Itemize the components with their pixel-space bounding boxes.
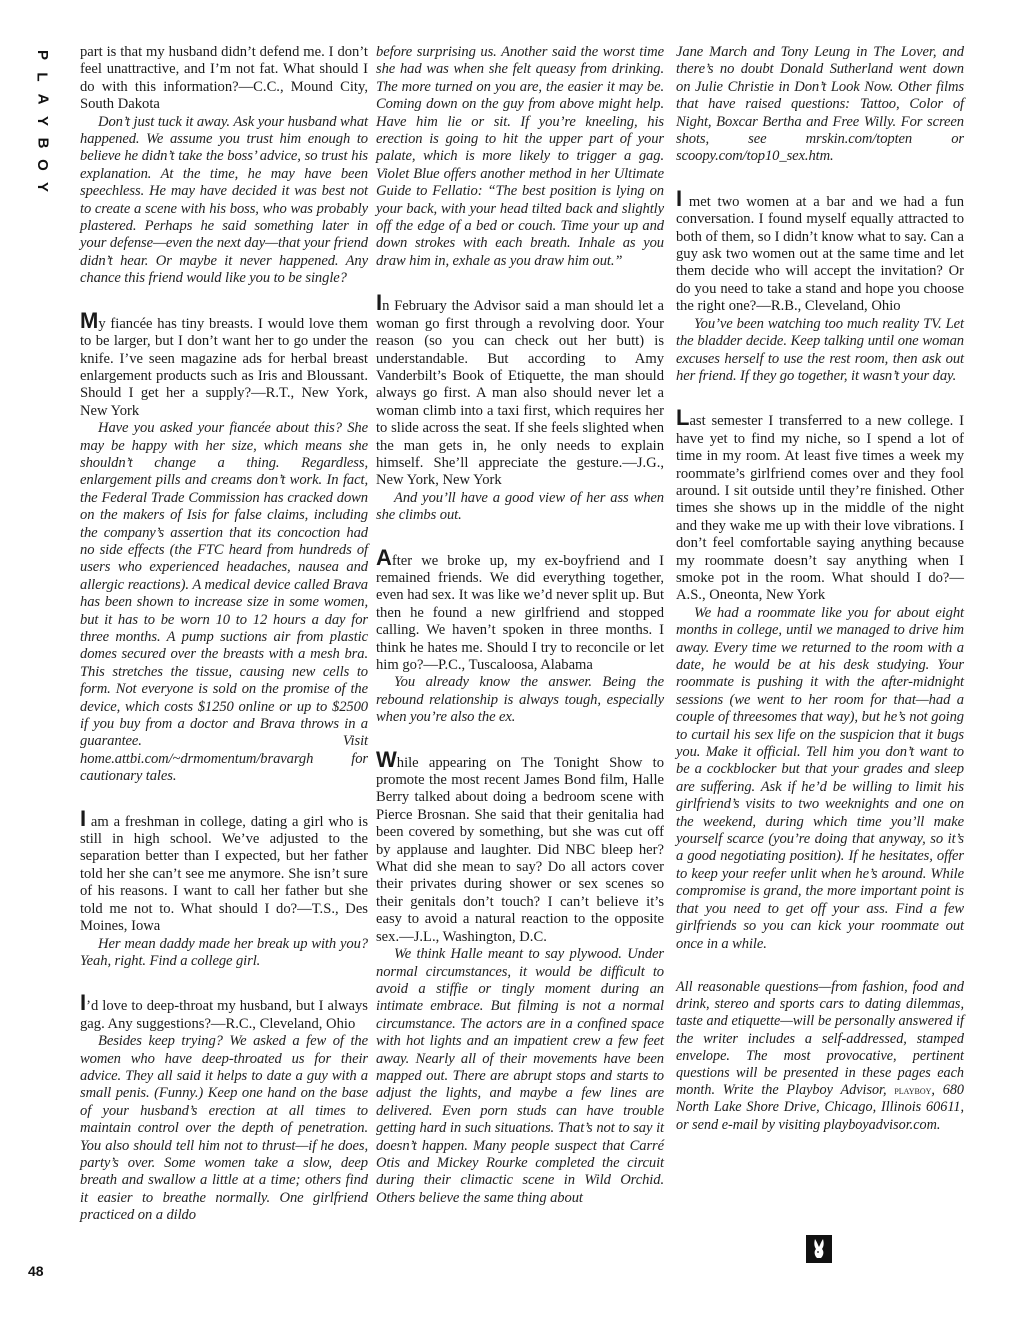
column-1 (80, 44, 368, 1251)
advice-item (80, 44, 368, 288)
advice-item (676, 405, 964, 953)
answer-text: Her mean daddy made her break up with you? Yeah, right. Find a college girl. (80, 935, 368, 969)
advice-item (676, 44, 964, 166)
answer-text: And you’ll have a good view of her ass when she climbs out. (376, 489, 664, 524)
drop-cap: I (80, 805, 87, 831)
advice-item (80, 307, 368, 786)
running-head-letter: A (34, 93, 51, 105)
running-head-letter: O (33, 159, 51, 171)
question (80, 990, 368, 1033)
drop-cap: M (80, 307, 99, 333)
submission-note-text: All reasonable questions—from fashion, food and drink, stereo and sports cars to dating dilemmas, taste and etiquette—will be personally answered if the writer includes a self-addressed, stamped envelope. The most provocative, pertinent questions will be presented in these pages each month. Write the Playboy Advisor, (676, 978, 964, 1099)
running-head (30, 44, 54, 198)
running-head-letter: L (33, 72, 51, 82)
rabbit-head-logo-icon (806, 1235, 832, 1263)
brand-name: playboy (894, 1083, 932, 1098)
answer-text: Jane March and Tony Leung in The Lover, and there’s no doubt Donald Sutherland went down on Julie Christie in Don’t Look Now. Other films that have raised questions: Tattoo, Color of Night, Boxcar Bertha and Free Willy. For screen shots, see mrskin.com/topten or scoopy.com/top10_sex.htm. (676, 44, 964, 165)
question (676, 405, 964, 604)
running-head-letter: B (34, 137, 51, 149)
question-text: met two women at a bar and we had a fun conversation. I found myself equally attracted to both of them, so I didn’t know what to say. Can a guy ask two women out at the same time and let them decide who will accept the invitation? Or do you need to take a stand and hope you choose the right one?—R.B., Cleveland, Ohio (676, 193, 964, 315)
running-head-letter: Y (33, 115, 51, 127)
advice-item (376, 44, 664, 270)
question-text: hile appearing on The Tonight Show to promote the most recent James Bond film, Halle Berry talked about doing a bedroom scene with Pierce Brosnan. She said that their genitalia had been covered by something, but she was cut off by applause and laughter. Did NBC bleep her? What did she mean to say? Do all actors cover their privates during shower or sex scenes so their genitals don’t touch? I can’t believe it’s easy to avoid a natural reaction to the opposite sex.—J.L., Washington, D.C. (376, 754, 664, 945)
question-text: ast semester I transferred to a new college. I have yet to find my niche, so I spend a lot of time in my room. At least five times a week my roommate’s girlfriend comes over and they fool around. I sit outside until they’re finished. Other times she shows up in the middle of the night and they wake me up with their love vibrations. I don’t feel comfortable saying anything because my roommate doesn’t say anything when I smoke pot in the room. What should I do?—A.S., Oneonta, New York (676, 413, 964, 604)
question (376, 290, 664, 489)
question (80, 805, 368, 936)
page-number: 48 (28, 1263, 44, 1279)
drop-cap: I (676, 185, 683, 211)
advice-item (80, 805, 368, 971)
answer-text: We think Halle meant to say plywood. Under normal circumstances, it would be difficult to avoid a stiffie or tingly moment during an intimate embrace. But filming is not a normal circumstance. The actors are in a confined space with hot lights and an impatient crew a few feet away. Nearly all of their movements have been mapped out. There are abrupt stops and starts to adjust the lights, and maybe a few lines are delivered. Even porn studs can have trouble getting hard in such situations. That’s not to say it doesn’t happen. Many people suspect that Carré Otis and Mickey Rourke completed the circuit during their climactic scene in Wild Orchid. Others believe the same thing about (376, 946, 664, 1206)
running-head-letter: P (33, 49, 51, 61)
question (376, 746, 664, 946)
submission-note-text: , 680 North Lake Shore Drive, Chicago, Illinois 60611, or send e-mail by visiting playboyadvisor.com. (676, 1082, 965, 1133)
question (676, 185, 964, 316)
advice-item (376, 290, 664, 524)
answer-text: Besides keep trying? We asked a few of the women who have deep-throated us for their advice. They all said it helps to date a guy with a small penis. (Funny.) Keep one hand on the base of your husband’s erection at all times to maintain control over the depth of penetration. You also should tell him not to thrust—if he does, party’s over. Some women take a slow, deep breath and swallow a little at a time; others find it easier to breathe normally. One girlfriend practiced on a dildo (80, 1033, 368, 1224)
drop-cap: I (80, 990, 87, 1016)
advice-item (676, 185, 964, 385)
column-3 (676, 44, 964, 1134)
answer-text: Have you asked your fiancée about this? She may be happy with her size, which means she shouldn’t change a thing. Regardless, enlargement pills and creams don’t work. In fact, the Federal Trade Commission has cracked down on the makers of Isis for false claims, including the company’s assertion that its concoction had no side effects (the FTC heard from hundreds of users who experienced headaches, nausea and allergic reactions). A medical device called Brava has been shown to increase size in some women, but it has to be worn 10 to 12 hours a day for three months. A pump suctions air from plastic domes secured over the breasts with a mesh bra. This stretches the tissue, causing new cells to form. Not everyone is sold on the promise of the device, which costs $1250 online or up to $2500 if you buy from a doctor and Brava throws in a guarantee. Visit home.attbi.com/~drmomentum/bravargh for cautionary tales. (80, 420, 368, 785)
question (80, 307, 368, 420)
question-text: y fiancée has tiny breasts. I would love them to be larger, but I don’t want her to go under the knife. I’ve seen magazine ads for herbal breast enlargement products such as Iris and Bloussant. Should I get her a supply?—R.T., New York, New York (80, 315, 368, 419)
drop-cap: L (676, 405, 690, 431)
drop-cap: W (376, 746, 397, 772)
drop-cap: I (376, 290, 383, 316)
answer-text: You already know the answer. Being the rebound relationship is always tough, especially when you’re also the ex. (376, 674, 664, 726)
drop-cap: A (376, 544, 392, 570)
question (376, 544, 664, 675)
answer-text: You’ve been watching too much reality TV. Let the bladder decide. Keep talking until one woman excuses herself to use the rest room, then ask out her friend. If they go together, it wasn’t your day. (676, 315, 964, 384)
question-text: part is that my husband didn’t defend me. I don’t feel unattractive, and I’m not fat. What should I do with this information?—C.C., Mound City, South Dakota (80, 44, 368, 113)
answer-text: We had a roommate like you for about eight months in college, until we managed to drive him away. Every time we returned to the room with a date, he would be at his desk studying. Your roommate is pushing it with the after-midnight sessions (we went to her room for that—had a couple of threesomes that way), but he’s not going to curtail his sex life on the suspicion that it bugs you. Make it official. Tell him you don’t want to be a cockblocker but that your grades and sleep are suffering. Ask if he’d be willing to limit his girlfriend’s visits to two weeknights and one on the weekend, during which time you’ll make yourself scarce (you’re doing that anyway, so it’s a good negotiating position). If he hesitates, offer to keep your reefer unlit when he’s around. While compromise is grand, the more important point is that you need to get off your ass. Find a few girlfriends so you can kick your roommate out once in a while. (676, 604, 964, 952)
question-text: am a freshman in college, dating a girl who is still in high school. We’ve adjusted to the separation better than I expected, but her father told her she can’t see me anymore. She isn’t sure of his reasons. I want to call her father but she told me not to. What should I do?—T.S., Des Moines, Iowa (80, 813, 368, 935)
advice-item (376, 746, 664, 1208)
submission-note (676, 979, 964, 1134)
answer-text: Don’t just tuck it away. Ask your husband what happened. We assume you trust him enough to believe he didn’t take the boss’ advice, so trust his explanation. At the time, he may have been speechless. He may have decided it was best not to create a scene with his boss, who was probably plastered. Perhaps he said something later in your defense—even the next day—that your friend didn’t hear. Or maybe it never happened. Any chance this friend would like you to be single? (80, 113, 368, 287)
running-head-letter: Y (33, 181, 51, 193)
advice-item (376, 544, 664, 727)
question-text: ’d love to deep-throat my husband, but I always gag. Any suggestions?—R.C., Cleveland, Ohio (80, 998, 368, 1032)
rabbit-head-icon (810, 1238, 828, 1260)
question-text: n February the Advisor said a man should let a woman go first through a revolving door. Your reason (so you can check out her butt) is understandable. But according to Amy Vanderbilt’s Book of Etiquette, the man should always go first. A man also should never let a woman climb into a taxi first, which requires her to slide across the seat. If she feels slighted when the man gets in, he only needs to explain himself. She’ll appreciate the gesture.—J.G., New York, New York (376, 298, 664, 489)
question-text: fter we broke up, my ex-boyfriend and I remained friends. We did everything together, even had sex. It was like we’d never split up. But then he found a new girlfriend and stopped calling. We haven’t spoken in three months. I think he hates me. Should I try to reconcile or let him go?—P.C., Tuscaloosa, Alabama (376, 552, 664, 673)
advice-item (80, 990, 368, 1224)
answer-text: before surprising us. Another said the worst time she had was when she felt queasy from drinking. The more turned on you are, the easier it may be. Coming down on the guy from above might help. Have him lie or sit. If you’re kneeling, his erection is going to hit the upper part of your palate, which is more likely to trigger a gag. Violet Blue offers another method in her Ultimate Guide to Fellatio: “The best position is lying on your back, with your head tilted back and slightly off the edge of a bed or couch. Time your up and down strokes with each breath. Inhale as you draw him in, exhale as you draw him out.” (376, 44, 664, 269)
column-2 (376, 44, 664, 1233)
